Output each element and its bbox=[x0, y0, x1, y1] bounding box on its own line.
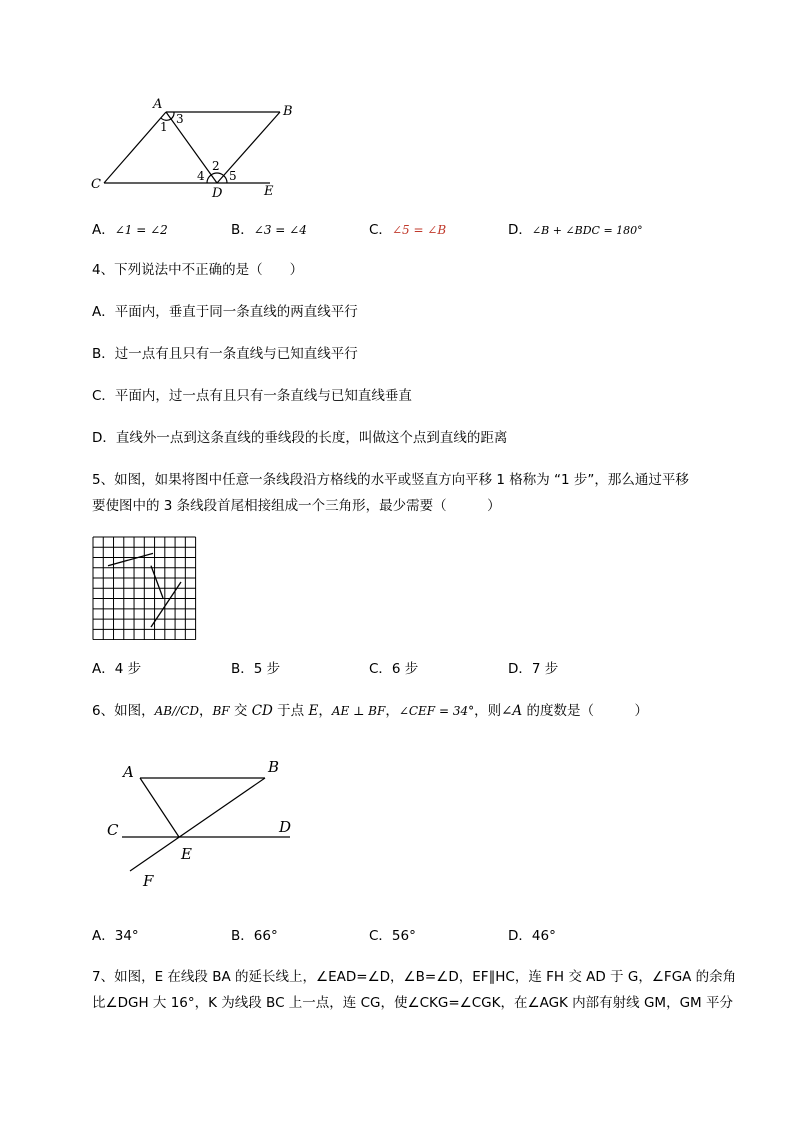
segment-bd bbox=[217, 112, 280, 183]
label-3: 3 bbox=[176, 112, 184, 126]
label-d: D bbox=[279, 818, 292, 836]
q5-stem-line1: 5、如图，如果将图中任意一条线段沿方格线的水平或竖直方向平移 1 格称为 “1 步”，那么通过平移 bbox=[92, 472, 689, 488]
label-f: F bbox=[143, 872, 154, 890]
q3-option-d: D．∠B + ∠BDC = 180° bbox=[508, 222, 643, 238]
q3-option-b: B．∠3 = ∠4 bbox=[231, 222, 307, 238]
q4-option-b: B．过一点有且只有一条直线与已知直线平行 bbox=[92, 346, 358, 362]
segment-ae bbox=[140, 778, 179, 837]
angle-arc-d-top bbox=[211, 173, 223, 175]
label-4: 4 bbox=[197, 169, 205, 183]
q5-option-d: D．7 步 bbox=[508, 661, 559, 677]
angle-arc-d-left bbox=[207, 175, 211, 183]
q6-option-a: A．34° bbox=[92, 928, 139, 944]
q6-option-c: C．56° bbox=[369, 928, 416, 944]
q6-stem: 6、如图，AB//CD，BF 交 CD 于点 E，AE ⊥ BF，∠CEF = 34°，则∠A 的度数是（ ） bbox=[92, 703, 648, 719]
q6-option-b: B．66° bbox=[231, 928, 278, 944]
q5-option-b: B．5 步 bbox=[231, 661, 281, 677]
label-a: A bbox=[153, 97, 163, 112]
angle-arc-a bbox=[171, 112, 174, 119]
q3-option-a: A．∠1 = ∠2 bbox=[92, 222, 168, 238]
q7-line1: 7、如图，E 在线段 BA 的延长线上，∠EAD=∠D，∠B=∠D，EF∥HC，连 FH 交 AD 于 G，∠FGA 的余角 bbox=[92, 969, 737, 985]
segment-ac bbox=[104, 112, 166, 183]
segment-bf bbox=[130, 778, 265, 871]
grid-segment-2 bbox=[151, 566, 163, 598]
q5-stem-line2: 要使图中的 3 条线段首尾相接组成一个三角形，最少需要（ ） bbox=[92, 498, 501, 514]
label-1: 1 bbox=[160, 120, 168, 134]
q4-option-a: A．平面内，垂直于同一条直线的两直线平行 bbox=[92, 304, 358, 320]
label-2: 2 bbox=[212, 159, 220, 173]
q4-option-d: D．直线外一点到这条直线的垂线段的长度，叫做这个点到直线的距离 bbox=[92, 430, 508, 446]
label-a: A bbox=[123, 763, 134, 781]
q4-option-c: C．平面内，过一点有且只有一条直线与已知直线垂直 bbox=[92, 388, 412, 404]
grid-segment-1 bbox=[108, 553, 153, 565]
q5-option-a: A．4 步 bbox=[92, 661, 142, 677]
angle-arc-d-right bbox=[223, 175, 227, 183]
q3-figure bbox=[88, 96, 308, 200]
label-c: C bbox=[91, 177, 101, 192]
label-e: E bbox=[181, 845, 192, 863]
label-d: D bbox=[212, 186, 223, 200]
q5-option-c: C．6 步 bbox=[369, 661, 419, 677]
q3-option-c: C．∠5 = ∠B bbox=[369, 222, 447, 238]
label-b: B bbox=[268, 758, 280, 776]
q6-option-d: D．46° bbox=[508, 928, 556, 944]
q6-figure bbox=[100, 755, 305, 893]
label-c: C bbox=[107, 821, 119, 839]
label-5: 5 bbox=[229, 169, 237, 183]
q7-line2: 比∠DGH 大 16°，K 为线段 BC 上一点，连 CG，使∠CKG=∠CGK，在∠AGK 内部有射线 GM，GM 平分 bbox=[92, 995, 733, 1011]
q4-stem: 4、下列说法中不正确的是（ ） bbox=[92, 262, 304, 278]
label-b: B bbox=[283, 104, 293, 119]
label-e: E bbox=[264, 184, 274, 199]
segment-ad bbox=[166, 112, 217, 183]
q5-grid-figure bbox=[92, 536, 198, 640]
